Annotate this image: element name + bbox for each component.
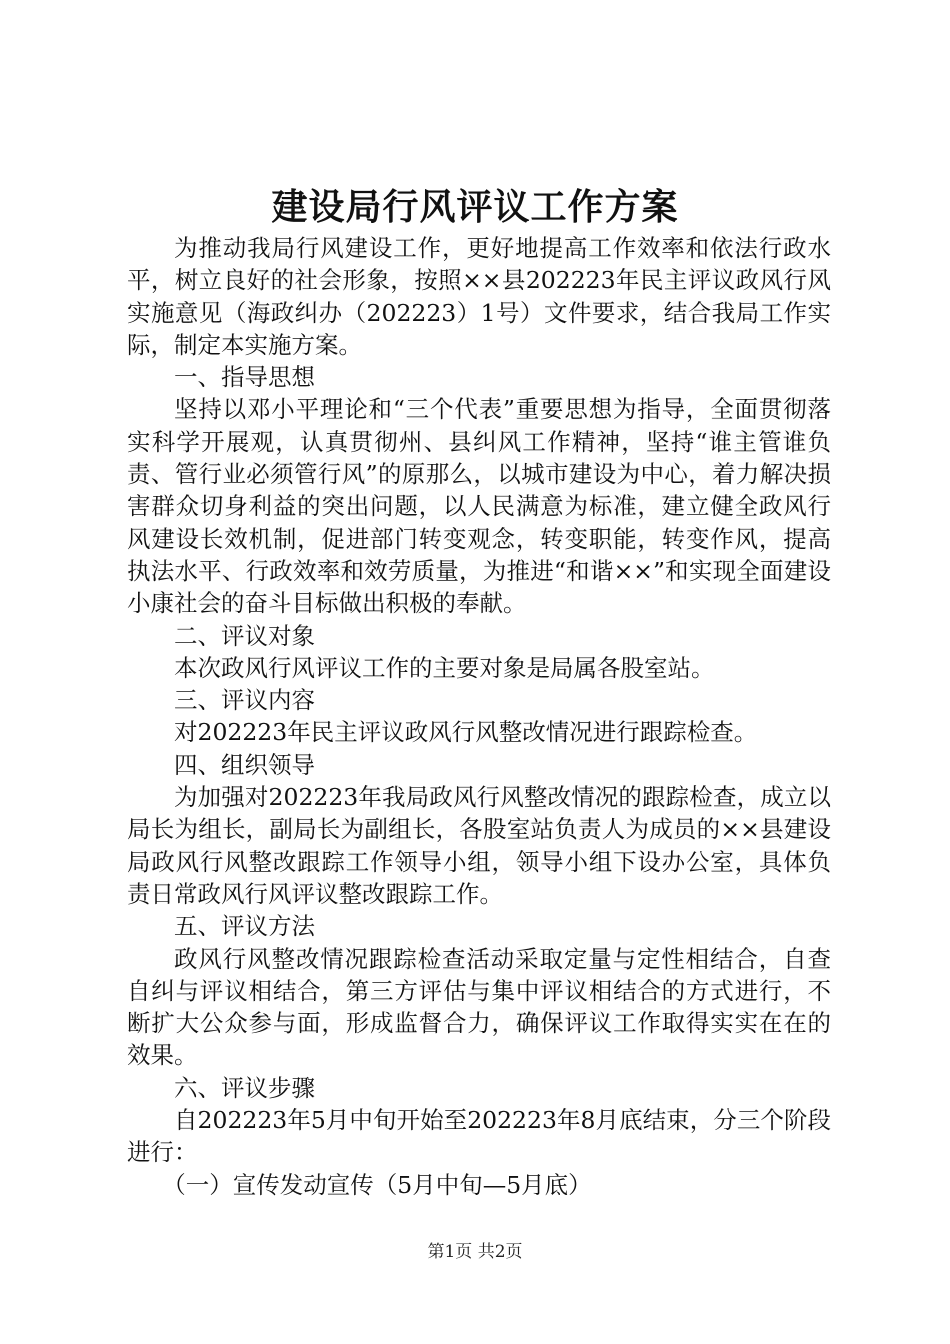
organization-paragraph: 为加强对202223年我局政风行风整改情况的跟踪检查，成立以局长为组长，副局长为副组长，各股室站负责人为成员的××县建设局政风行风整改跟踪工作领导小组，领导小组下设办公室，具体负责日常政风行风评议整改跟踪工作。: [127, 783, 831, 908]
section-heading-evaluation-steps: 六、评议步骤: [174, 1073, 315, 1102]
guiding-ideology-paragraph: 坚持以邓小平理论和“三个代表”重要思想为指导，全面贯彻落实科学开展观，认真贯彻州、县纠风工作精神，坚持“谁主管谁负责、管行业必须管行风”的原那么，以城市建设为中心，着力解决损害群众切身利益的突出问题，以人民满意为标准，建立健全政风行风建设长效机制，促进部门转变观念，转变职能，转变作风，提高执法水平、行政效率和效劳质量，为推进“和谐××”和实现全面建设小康社会的奋斗目标做出积极的奉献。: [127, 395, 831, 618]
section-heading-evaluation-content: 三、评议内容: [174, 686, 315, 715]
evaluation-method-paragraph: 政风行风整改情况跟踪检查活动采取定量与定性相结合，自查自纠与评议相结合，第三方评估与集中评议相结合的方式进行，不断扩大公众参与面，形成监督合力，确保评议工作取得实实在在的效果。: [127, 944, 831, 1070]
section-heading-guiding-ideology: 一、指导思想: [174, 363, 315, 392]
intro-paragraph: 为推动我局行风建设工作，更好地提高工作效率和依法行政水平，树立良好的社会形象，按照××县202223年民主评议政风行风实施意见（海政纠办（202223）1号）文件要求，结合我局工作实际，制定本实施方案。: [127, 234, 831, 359]
document-title: 建设局行风评议工作方案: [271, 186, 679, 228]
document-body: [127, 232, 831, 1201]
evaluation-content-paragraph: 对202223年民主评议政风行风整改情况进行跟踪检查。: [174, 718, 758, 747]
section-heading-organization: 四、组织领导: [174, 750, 315, 779]
section-heading-evaluation-method: 五、评议方法: [174, 912, 315, 941]
evaluation-target-paragraph: 本次政风行风评议工作的主要对象是局属各股室站。: [174, 653, 715, 682]
evaluation-steps-paragraph: 自202223年5月中旬开始至202223年8月底结束，分三个阶段进行：: [127, 1106, 831, 1167]
page-number-footer: 第1页 共2页: [427, 1242, 523, 1262]
subsection-heading-stage-one: （一）宣传发动宣传（5月中旬—5月底）: [162, 1170, 592, 1199]
section-heading-evaluation-target: 二、评议对象: [174, 621, 315, 650]
